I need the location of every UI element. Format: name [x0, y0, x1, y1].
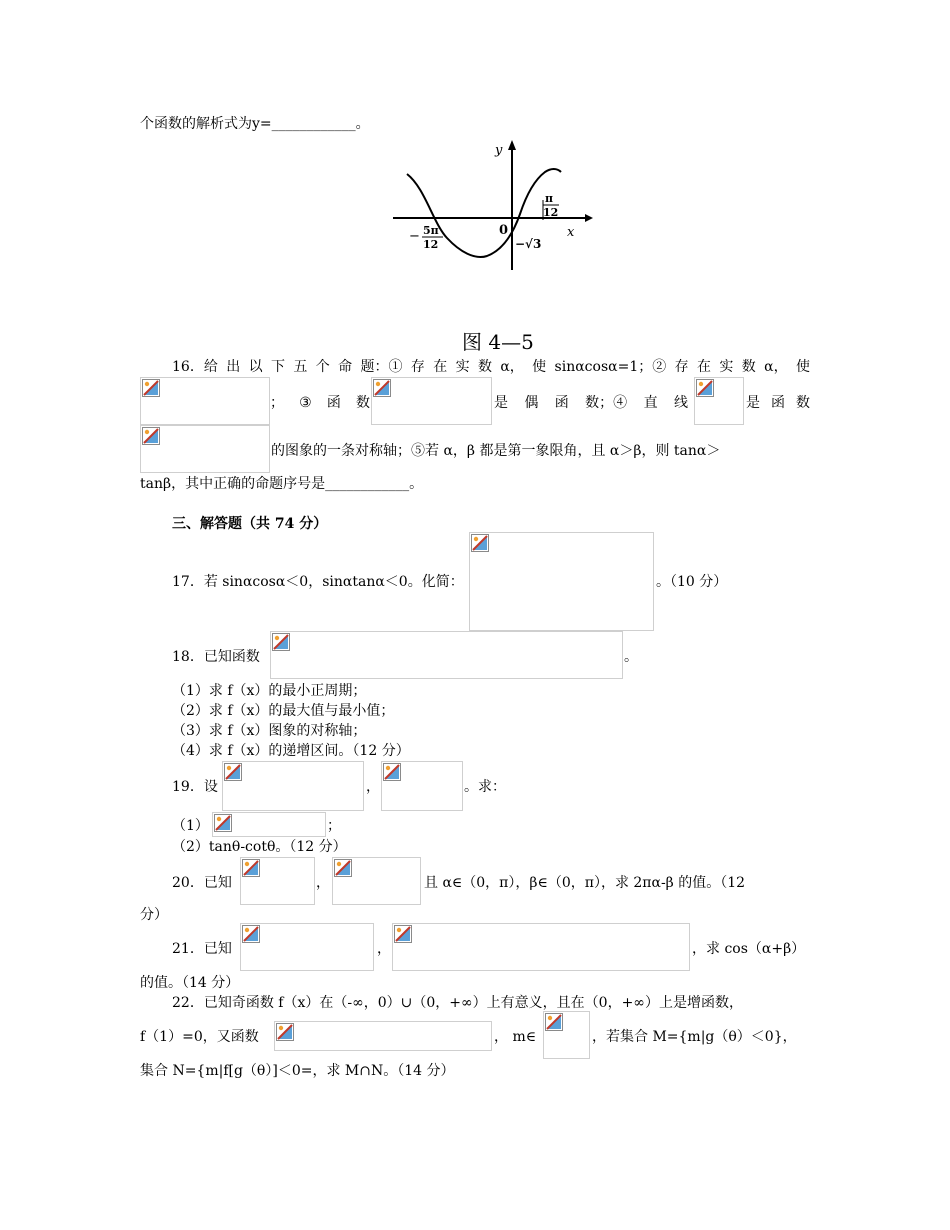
q20-line-2: 分）: [140, 907, 168, 923]
q19-text: 19．设: [172, 779, 218, 795]
section-heading: 三、解答题（共 74 分）: [172, 516, 328, 532]
q16-word: 16．给: [172, 359, 218, 375]
q22-line-2c: ，若集合 M={m|g（θ）＜0}，: [592, 1029, 797, 1045]
q16-word: 存: [410, 359, 425, 375]
q19-tail: 。求：: [464, 779, 506, 795]
formula-image-q21-2: [392, 923, 690, 971]
broken-image-icon: [142, 379, 160, 397]
formula-image-q19-3: [212, 812, 326, 837]
q22-line-2b: ， m∈: [494, 1029, 537, 1045]
q22-line-3: 集合 N={m|f[g（θ）]＜0=，求 M∩N。（14 分）: [140, 1063, 455, 1079]
q16-word: 数；④: [585, 395, 628, 411]
q18-item: （2）求 f（x）的最大值与最小值；: [172, 703, 395, 719]
q16-word: 下: [270, 359, 285, 375]
broken-image-icon: [224, 763, 242, 781]
q16-word: 是: [746, 395, 760, 411]
q18-item: （4）求 f（x）的递增区间。（12 分）: [172, 743, 410, 759]
q18-item: （3）求 f（x）图象的对称轴；: [172, 723, 367, 739]
right-tick-numerator: π: [545, 192, 554, 205]
q16-word: 题：①: [360, 359, 403, 375]
figure-4-5-graph: [385, 138, 595, 278]
q16-word: 使: [795, 359, 810, 375]
q21-tail: ，求 cos（α+β）: [692, 941, 806, 957]
q20-text: 20．已知: [172, 875, 232, 891]
q16-word: 函: [326, 395, 341, 411]
q20-comma: ，: [316, 875, 330, 891]
q20-tail: 且 α∈（0，π），β∈（0，π），求 2πα-β 的值。（12: [424, 875, 746, 891]
q16-word: 数: [355, 395, 370, 411]
broken-image-icon: [471, 534, 489, 552]
figure-caption: 图 4—5: [462, 330, 534, 354]
q16-word: 偶: [524, 395, 539, 411]
formula-image-q16-2: [140, 377, 270, 425]
broken-image-icon: [142, 427, 160, 445]
q16-word: 出: [226, 359, 241, 375]
q19-comma: ，: [366, 779, 380, 795]
q16-line-4: tanβ，其中正确的命题序号是____________。: [140, 476, 424, 492]
formula-image-q16-4-func: [140, 425, 270, 473]
q16-word: ③: [299, 395, 312, 411]
formula-image-q21-1: [240, 923, 374, 971]
question-15-tail: 个函数的解析式为y=____________。: [140, 116, 370, 132]
q16-line-1: [172, 358, 810, 376]
q17-text: 17．若 sinαcosα＜0，sinαtanα＜0。化简：: [172, 574, 464, 590]
q16-word: 直: [643, 395, 658, 411]
minimum-label: −√3: [515, 237, 542, 251]
q16-word: 个: [315, 359, 330, 375]
q16-word: 数: [796, 395, 810, 411]
broken-image-icon: [276, 1023, 294, 1041]
broken-image-icon: [242, 859, 260, 877]
q16-word: 实: [455, 359, 470, 375]
q16-word: 数: [477, 359, 492, 375]
formula-image-q20-1: [240, 857, 315, 905]
q18-tail: 。: [624, 649, 638, 665]
formula-image-q20-2: [332, 857, 421, 905]
q16-line-2b: [494, 394, 688, 412]
q21-line-2: 的值。（14 分）: [140, 975, 240, 991]
q18-item: （1）求 f（x）的最小正周期；: [172, 683, 367, 699]
q16-word: 存: [674, 359, 689, 375]
q16-word: 函: [554, 395, 569, 411]
q16-word: sinαcosα=1；②: [554, 359, 667, 375]
broken-image-icon: [383, 763, 401, 781]
broken-image-icon: [394, 925, 412, 943]
q16-word: α，: [764, 359, 788, 375]
formula-image-q16-4: [694, 377, 744, 425]
formula-image-q19-1: [222, 761, 364, 811]
q19-item-1-tail: ；: [327, 818, 341, 834]
q16-word: 实: [719, 359, 734, 375]
q16-word: 在: [696, 359, 711, 375]
y-axis-label: y: [495, 143, 503, 158]
q22-line-2a: f（1）=0，又函数: [140, 1029, 259, 1045]
q16-word: 线: [673, 395, 688, 411]
q16-word: 以: [248, 359, 263, 375]
formula-image-q22-2: [543, 1011, 590, 1059]
q16-word: 数: [741, 359, 756, 375]
q21-text: 21．已知: [172, 941, 232, 957]
broken-image-icon: [545, 1013, 563, 1031]
q16-word: 在: [433, 359, 448, 375]
q16-word: 是: [494, 395, 508, 411]
x-axis-label: x: [567, 225, 575, 240]
left-tick-minus: −: [409, 229, 420, 244]
broken-image-icon: [214, 814, 232, 832]
formula-image-q22-1: [274, 1021, 492, 1051]
formula-image-q18: [270, 631, 623, 679]
formula-image-q17: [469, 532, 654, 631]
q18-text: 18．已知函数: [172, 649, 260, 665]
broken-image-icon: [242, 925, 260, 943]
q16-word: 命: [338, 359, 353, 375]
formula-image-q16-3: [371, 377, 492, 425]
q16-line-2a: [270, 394, 370, 412]
q16-line-2c: [746, 394, 810, 412]
q16-word: α，: [500, 359, 524, 375]
q16-line-3: 的图象的一条对称轴；⑤若 α，β 都是第一象限角，且 α＞β，则 tanα＞: [271, 443, 721, 459]
q22-line-1: 22．已知奇函数 f（x）在（-∞，0）∪（0，+∞）上有意义，且在（0，+∞）上是增函数，: [172, 995, 743, 1011]
formula-image-q19-2: [381, 761, 463, 811]
broken-image-icon: [272, 633, 290, 651]
q17-tail: 。（10 分）: [656, 574, 728, 590]
q16-word: ；: [270, 395, 284, 411]
q16-word: 五: [293, 359, 308, 375]
q19-item-2: （2）tanθ-cotθ。（12 分）: [172, 839, 347, 855]
left-tick-numerator: 5π: [423, 224, 439, 237]
right-tick-denominator: 12: [543, 206, 559, 219]
left-tick-denominator: 12: [423, 238, 439, 251]
broken-image-icon: [373, 379, 391, 397]
broken-image-icon: [334, 859, 352, 877]
origin-label: 0: [499, 223, 509, 238]
q16-word: 函: [771, 395, 785, 411]
broken-image-icon: [696, 379, 714, 397]
q21-comma: ，: [377, 941, 391, 957]
q19-item-1: （1）: [172, 818, 209, 834]
q16-word: 使: [532, 359, 547, 375]
